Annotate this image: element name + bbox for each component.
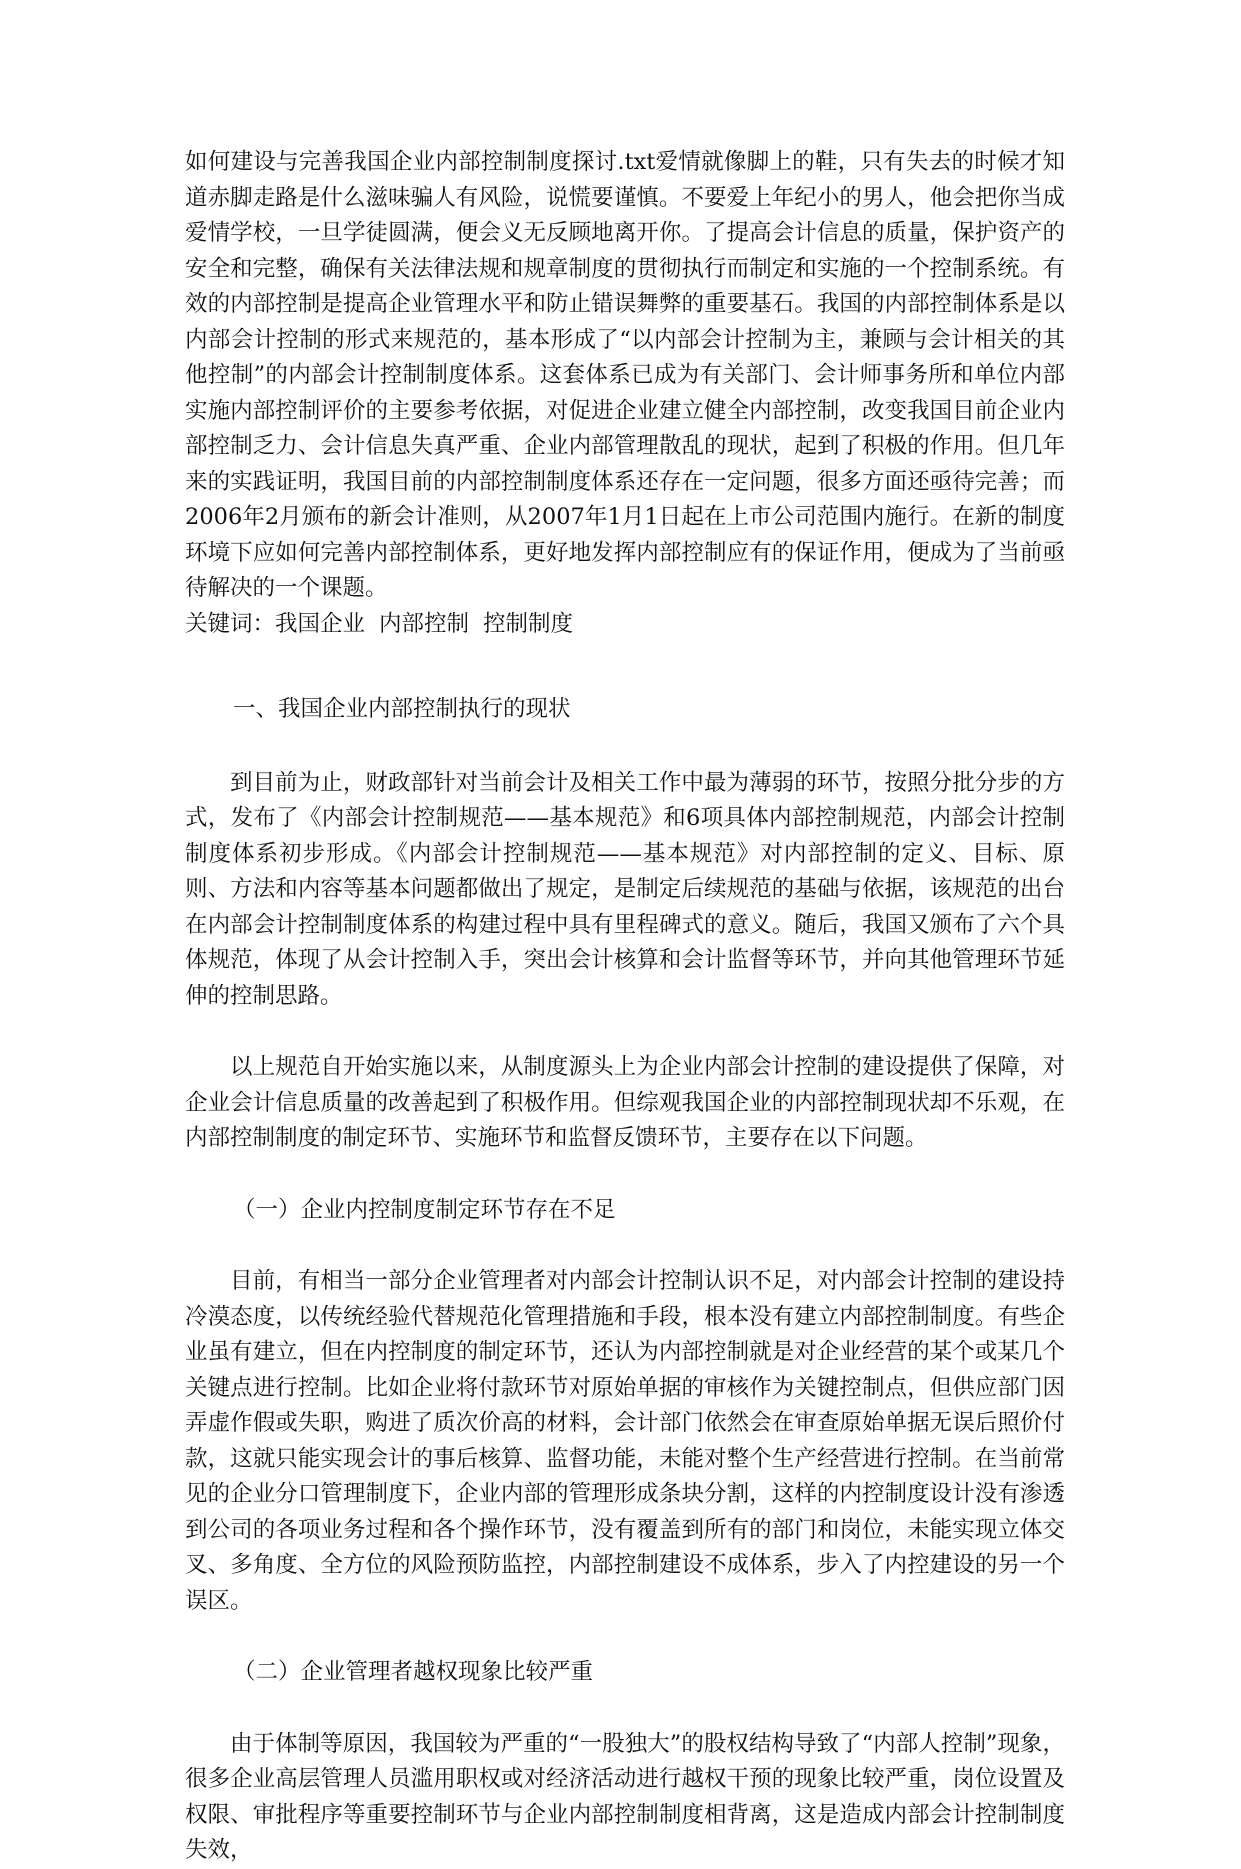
intro-paragraph: 如何建设与完善我国企业内部控制制度探讨.txt爱情就像脚上的鞋，只有失去的时候才知道赤脚走路是什么滋味骗人有风险，说慌要谨慎。不要爱上年纪小的男人，他会把你当成爱情学校，一旦学徒圆满，便会义无反顾地离开你。了提高会计信息的质量，保护资产的安全和完整，确保有关法律法规和规章制度的贯彻执行而制定和实施的一个控制系统。有效的内部控制是提高企业管理水平和防止错误舞弊的重要基石。我国的内部控制体系是以内部会计控制的形式来规范的，基本形成了“以内部会计控制为主，兼顾与会计相关的其他控制”的内部会计控制制度体系。这套体系已成为有关部门、会计师事务所和单位内部实施内部控制评价的主要参考依据，对促进企业建立健全内部控制，改变我国目前企业内部控制乏力、会计信息失真严重、企业内部管理散乱的现状，起到了积极的作用。但几年来的实践证明，我国目前的内部控制制度体系还存在一定问题，很多方面还亟待完善；而2006年2月颁布的新会计准则，从2007年1月1日起在上市公司范围内施行。在新的制度环境下应如何完善内部控制体系，更好地发挥内部控制应有的保证作用，便成为了当前亟待解决的一个课题。 [185,149,1065,601]
section-heading: 一、我国企业内部控制执行的现状 [233,696,571,722]
body-paragraph: 到目前为止，财政部针对当前会计及相关工作中最为薄弱的环节，按照分批分步的方式，发布了《内部会计控制规范——基本规范》和6项具体内部控制规范，内部会计控制制度体系初步形成。《内部会计控制规范——基本规范》对内部控制的定义、目标、原则、方法和内容等基本问题都做出了规定，是制定后续规范的基础与依据，该规范的出台在内部会计控制制度体系的构建过程中具有里程碑式的意义。随后，我国又颁布了六个具体规范，体现了从会计控制入手，突出会计核算和会计监督等环节，并向其他管理环节延伸的控制思路。 [185,769,1065,1009]
keywords-label: 关键词： [185,610,276,637]
subsection-heading: （二）企业管理者越权现象比较严重 [233,1659,594,1685]
body-paragraph: 目前，有相当一部分企业管理者对内部会计控制认识不足，对内部会计控制的建设持冷漠态度，以传统经验代替规范化管理措施和手段，根本没有建立内部控制制度。有些企业虽有建立，但在内控制度的制定环节，还认为内部控制就是对企业经营的某个或某几个关键点进行控制。比如企业将付款环节对原始单据的审核作为关键控制点，但供应部门因弄虚作假或失职，购进了质次价高的材料，会计部门依然会在审查原始单据无误后照价付款，这就只能实现会计的事后核算、监督功能，未能对整个生产经营进行控制。在当前常见的企业分口管理制度下，企业内部的管理形成条块分割，这样的内控制度设计没有渗透到公司的各项业务过程和各个操作环节，没有覆盖到所有的部门和岗位，未能实现立体交叉、多角度、全方位的风险预防监控，内部控制建设不成体系，步入了内控建设的另一个误区。 [185,1268,1065,1614]
keyword-item: 控制制度 [483,610,574,637]
document-page [185,145,1065,1869]
body-paragraph: 以上规范自开始实施以来，从制度源头上为企业内部会计控制的建设提供了保障，对企业会计信息质量的改善起到了积极作用。但综观我国企业的内部控制现状却不乐观，在内部控制制度的制定环节、实施环节和监督反馈环节，主要存在以下问题。 [185,1054,1065,1151]
body-paragraph: 由于体制等原因，我国较为严重的“一股独大”的股权结构导致了“内部人控制”现象，很多企业高层管理人员滥用职权或对经济活动进行越权干预的现象比较严重，岗位设置及权限、审批程序等重要控制环节与企业内部控制制度相背离，这是造成内部会计控制制度失效， [185,1730,1065,1863]
subsection-heading: （一）企业内控制度制定环节存在不足 [233,1196,616,1223]
keywords-line [185,607,1065,643]
keyword-item: 内部控制 [379,610,470,637]
keyword-item: 我国企业 [275,610,366,637]
